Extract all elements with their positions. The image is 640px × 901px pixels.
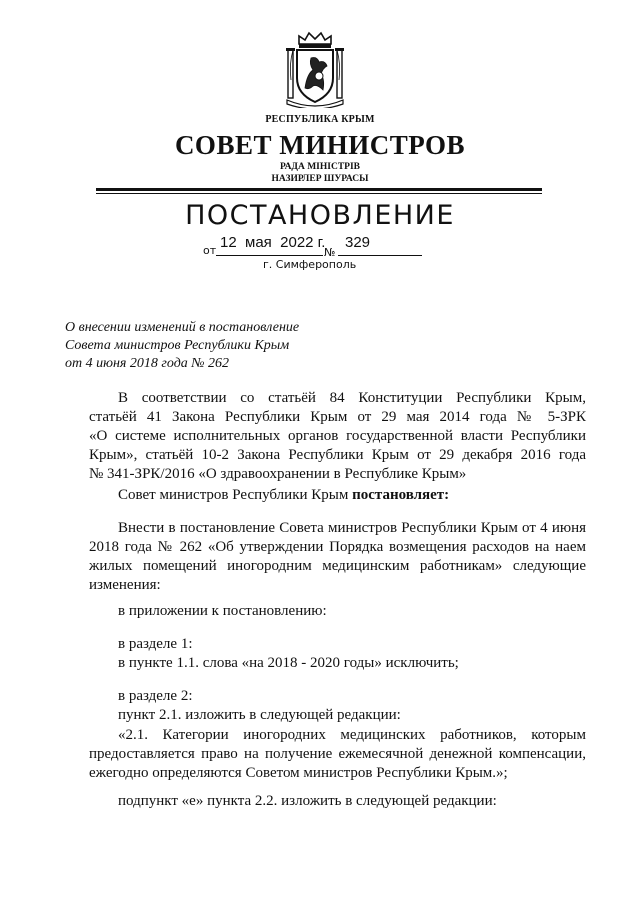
date-prefix: от <box>203 244 217 257</box>
council-title-crimean-tatar: НАЗИРЛЕР ШУРАСЫ <box>271 174 369 184</box>
council-title-ukrainian: РАДА МІНІСТРІВ <box>279 162 360 172</box>
decree-type: ПОСТАНОВЛЕНИЕ <box>185 200 455 231</box>
subject-line: от 4 июня 2018 года № 262 <box>65 356 229 371</box>
subject-line: Совета министров Республики Крым <box>65 338 290 353</box>
coat-of-arms-emblem <box>285 30 345 108</box>
text-line: В соответствии со статьёй 84 Конституции Республики Крым, <box>118 390 586 406</box>
decree-date: 12 мая 2022 г. <box>220 234 326 251</box>
decree-number: 329 <box>345 234 371 251</box>
text-line: Крым», статьёй 10-2 Закона Республики Крым от 29 декабря 2016 года <box>89 447 586 463</box>
text-line: 2018 года № 262 «Об утверждении Порядка возмещения расходов на наем <box>89 539 586 555</box>
text-line: изменения: <box>89 577 161 593</box>
annex-clause: в приложении к постановлению: <box>118 603 327 619</box>
section-2-heading: в разделе 2: <box>118 688 193 704</box>
section-1-heading: в разделе 1: <box>118 636 193 652</box>
number-underline <box>338 255 422 256</box>
new-wording-paragraph <box>89 726 586 783</box>
header-rule-thick <box>96 188 542 191</box>
text-line: «О системе исполнительных органов государственной власти Республики <box>89 428 586 444</box>
text-line: Внести в постановление Совета министров Республики Крым от 4 июня <box>118 520 586 536</box>
resolution-verb: постановляет: <box>352 487 450 503</box>
republic-name: РЕСПУБЛИКА КРЫМ <box>265 114 375 125</box>
number-sign: № <box>324 246 336 259</box>
subclause-e-change: подпункт «е» пункта 2.2. изложить в следующей редакции: <box>118 793 497 809</box>
text-line: статьёй 41 Закона Республики Крым от 29 мая 2014 года № 5-ЗРК <box>89 409 586 425</box>
text-line: ежегодно определяются Советом министров Республики Крым.»; <box>89 765 508 781</box>
city: г. Симферополь <box>263 258 357 271</box>
resolution-statement <box>118 487 449 504</box>
text-line: № 341-ЗРК/2016 «О здравоохранении в Республике Крым» <box>89 466 467 482</box>
text-line: «2.1. Категории иногородних медицинских работников, которым <box>118 727 586 743</box>
date-underline <box>216 255 323 256</box>
resolution-text: Совет министров Республики Крым <box>118 487 353 503</box>
text-line: жилых помещений иногородним медицинским работникам» следующие <box>89 558 586 574</box>
header-rule-thin <box>96 193 542 194</box>
section-1-change: в пункте 1.1. слова «на 2018 - 2020 годы» исключить; <box>118 655 459 671</box>
text-line: предоставляется право на получение ежемесячной денежной компенсации, <box>89 746 586 762</box>
council-title: СОВЕТ МИНИСТРОВ <box>174 130 466 160</box>
section-2-change: пункт 2.1. изложить в следующей редакции: <box>118 707 401 723</box>
amendment-paragraph <box>89 519 586 595</box>
subject-line: О внесении изменений в постановление <box>65 320 300 335</box>
preamble-paragraph <box>89 389 586 484</box>
